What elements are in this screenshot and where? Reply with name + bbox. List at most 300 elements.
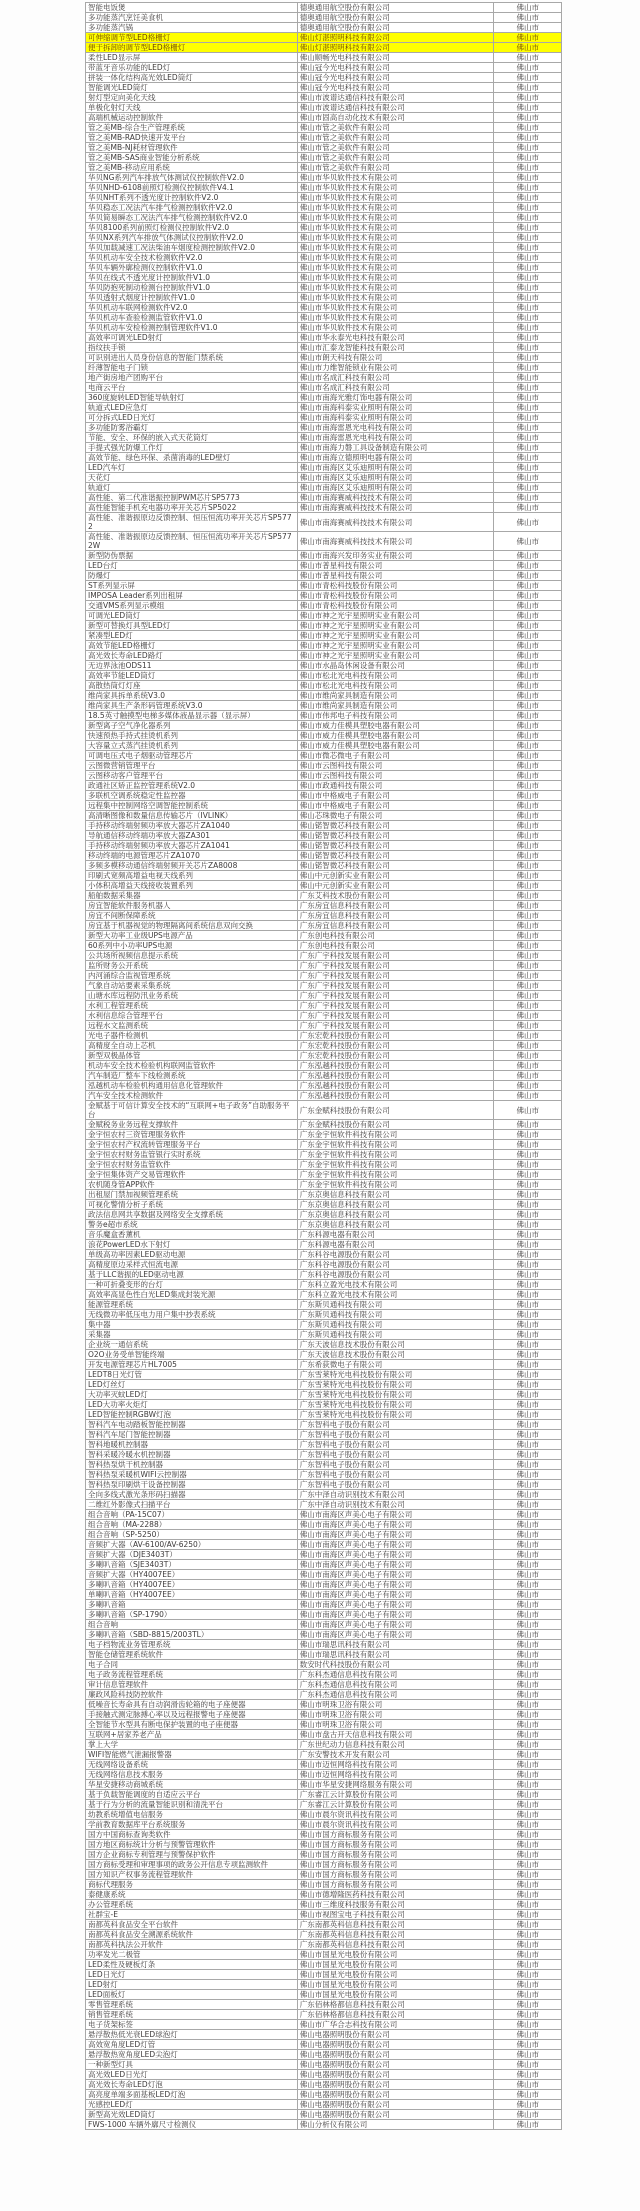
city-cell: 佛山市 xyxy=(494,901,562,911)
city-cell: 佛山市 xyxy=(494,691,562,701)
table-row xyxy=(86,2100,562,2110)
product-cell: 导航通信移动终端功率放大器ZA301 xyxy=(86,831,298,841)
company-cell: 广东科立盈光电技术有限公司 xyxy=(297,1280,494,1290)
table-row xyxy=(86,2090,562,2100)
city-cell: 佛山市 xyxy=(494,951,562,961)
company-cell: 佛山冠今光电科技有限公司 xyxy=(297,63,494,73)
product-cell: 带蓝牙音乐功能的LED灯 xyxy=(86,63,298,73)
city-cell: 佛山市 xyxy=(494,113,562,123)
company-cell: 广东智科电子股份有限公司 xyxy=(297,1440,494,1450)
city-cell: 佛山市 xyxy=(494,1170,562,1180)
table-row xyxy=(86,821,562,831)
city-cell: 佛山市 xyxy=(494,2060,562,2070)
table-row xyxy=(86,1400,562,1410)
city-cell: 佛山市 xyxy=(494,1550,562,1560)
table-row xyxy=(86,1160,562,1170)
table-row xyxy=(86,2020,562,2030)
company-cell: 广东广宇科技发展有限公司 xyxy=(297,951,494,961)
product-cell: 高效率高显色性白光LED集成封装光源 xyxy=(86,1290,298,1300)
product-cell: 电商云平台 xyxy=(86,383,298,393)
city-cell: 佛山市 xyxy=(494,233,562,243)
product-cell: 警务e超市系统 xyxy=(86,1220,298,1230)
city-cell: 佛山市 xyxy=(494,1780,562,1790)
table-row xyxy=(86,1840,562,1850)
company-cell: 佛山市管之美软件有限公司 xyxy=(297,143,494,153)
table-row xyxy=(86,1510,562,1520)
city-cell: 佛山市 xyxy=(494,253,562,263)
company-cell: 佛山市南海区声美心电子有限公司 xyxy=(297,1590,494,1600)
company-cell: 佛山市国星光电股份有限公司 xyxy=(297,1960,494,1970)
table-row xyxy=(86,1210,562,1220)
table-row xyxy=(86,1650,562,1660)
table-row xyxy=(86,1550,562,1560)
city-cell: 佛山市 xyxy=(494,2030,562,2040)
company-cell: 佛山分析仪有限公司 xyxy=(297,2120,494,2130)
product-cell: 采集器 xyxy=(86,1330,298,1340)
company-cell: 佛山市维尚家具制造有限公司 xyxy=(297,701,494,711)
company-cell: 佛山市明珠卫浴有限公司 xyxy=(297,1710,494,1720)
table-row xyxy=(86,1740,562,1750)
table-row xyxy=(86,1930,562,1940)
company-cell: 佛山市政通科技有限公司 xyxy=(297,781,494,791)
city-cell: 佛山市 xyxy=(494,771,562,781)
company-cell: 广东斯贝通科技有限公司 xyxy=(297,1310,494,1320)
table-row xyxy=(86,561,562,571)
company-cell: 广东斯贝通科技有限公司 xyxy=(297,1320,494,1330)
city-cell: 佛山市 xyxy=(494,1730,562,1740)
city-cell: 佛山市 xyxy=(494,1570,562,1580)
city-cell: 佛山市 xyxy=(494,1081,562,1091)
company-cell: 广东科谷电源股份有限公司 xyxy=(297,1250,494,1260)
product-cell: 音频扩大器（DJE3403T） xyxy=(86,1550,298,1560)
company-cell: 佛山市神之光宇星照明实业有限公司 xyxy=(297,611,494,621)
company-cell: 广东广宇科技发展有限公司 xyxy=(297,991,494,1001)
city-cell: 佛山市 xyxy=(494,53,562,63)
product-cell: 射灯型定向美化天线 xyxy=(86,93,298,103)
city-cell: 佛山市 xyxy=(494,293,562,303)
city-cell: 佛山市 xyxy=(494,1560,562,1570)
city-cell: 佛山市 xyxy=(494,861,562,871)
city-cell: 佛山市 xyxy=(494,1750,562,1760)
product-cell: 国方知识产权事务流程管理软件 xyxy=(86,1870,298,1880)
table-row xyxy=(86,363,562,373)
city-cell: 佛山市 xyxy=(494,871,562,881)
table-row xyxy=(86,781,562,791)
table-row xyxy=(86,801,562,811)
product-cell: 高效率节能LED筒灯 xyxy=(86,671,298,681)
product-cell: 水利工程管理系统 xyxy=(86,1001,298,1011)
table-row xyxy=(86,1081,562,1091)
product-cell: 华贝机动车安检检测控制管理软件V1.0 xyxy=(86,323,298,333)
product-cell: 一种新型灯具 xyxy=(86,2060,298,2070)
company-cell: 广东中泽自动识别技术有限公司 xyxy=(297,1500,494,1510)
city-cell: 佛山市 xyxy=(494,1660,562,1670)
company-cell: 广东科源电器有限公司 xyxy=(297,1230,494,1240)
table-row xyxy=(86,621,562,631)
table-row xyxy=(86,691,562,701)
product-cell: 高性能、第二代准谐振控制PWM芯片SP5773 xyxy=(86,493,298,503)
product-cell: 机动车安全技术检验机构联网监管软件 xyxy=(86,1061,298,1071)
table-row xyxy=(86,811,562,821)
table-row xyxy=(86,1890,562,1900)
city-cell: 佛山市 xyxy=(494,1250,562,1260)
city-cell: 佛山市 xyxy=(494,1870,562,1880)
table-row xyxy=(86,2120,562,2130)
table-row xyxy=(86,333,562,343)
product-cell: 地产街房地产团购平台 xyxy=(86,373,298,383)
city-cell: 佛山市 xyxy=(494,283,562,293)
product-cell: 可调电压式电子烟驱动管理芯片 xyxy=(86,751,298,761)
table-row xyxy=(86,1820,562,1830)
city-cell: 佛山市 xyxy=(494,393,562,403)
city-cell: 佛山市 xyxy=(494,1530,562,1540)
product-cell: 低噪音长寿命具有自动润滑齿轮箱的电子座便器 xyxy=(86,1700,298,1710)
city-cell: 佛山市 xyxy=(494,911,562,921)
table-row xyxy=(86,1140,562,1150)
city-cell: 佛山市 xyxy=(494,1021,562,1031)
company-cell: 佛山市华贝软件技术有限公司 xyxy=(297,283,494,293)
city-cell: 佛山市 xyxy=(494,1130,562,1140)
product-cell: 高光效LED日光灯 xyxy=(86,2070,298,2080)
city-cell: 佛山市 xyxy=(494,1610,562,1620)
product-cell: LED大功率火炬灯 xyxy=(86,1400,298,1410)
city-cell: 佛山市 xyxy=(494,1320,562,1330)
table-row xyxy=(86,2050,562,2060)
city-cell: 佛山市 xyxy=(494,1760,562,1770)
company-cell: 广东金宇恒软件科技有限公司 xyxy=(297,1150,494,1160)
company-cell: 佛山市南海区声美心电子有限公司 xyxy=(297,1530,494,1540)
table-row xyxy=(86,1800,562,1810)
table-row xyxy=(86,103,562,113)
city-cell: 佛山市 xyxy=(494,1001,562,1011)
table-row xyxy=(86,1570,562,1580)
product-cell: 组合音响（MA-2288） xyxy=(86,1520,298,1530)
product-cell: 智科热泵烘干机控制器 xyxy=(86,1460,298,1470)
product-cell: LEDT8日光灯管 xyxy=(86,1370,298,1380)
city-cell: 佛山市 xyxy=(494,701,562,711)
company-cell: 广东科杰通信息科技有限公司 xyxy=(297,1670,494,1680)
city-cell: 佛山市 xyxy=(494,353,562,363)
company-cell: 佛山市南海区声美心电子有限公司 xyxy=(297,1610,494,1620)
company-cell: 佛山锘智微芯科技有限公司 xyxy=(297,861,494,871)
product-cell: LED柔性及硬板灯条 xyxy=(86,1960,298,1970)
city-cell: 佛山市 xyxy=(494,1490,562,1500)
product-cell: 新型防伪票据 xyxy=(86,551,298,561)
company-cell: 广东天波信息技术股份有限公司 xyxy=(297,1350,494,1360)
table-row xyxy=(86,293,562,303)
company-cell: 广东睿江云计算股份有限公司 xyxy=(297,1790,494,1800)
city-cell: 佛山市 xyxy=(494,1140,562,1150)
city-cell: 佛山市 xyxy=(494,1340,562,1350)
company-cell: 广东斯贝通科技有限公司 xyxy=(297,1330,494,1340)
city-cell: 佛山市 xyxy=(494,453,562,463)
product-cell: 手提式强光防爆工作灯 xyxy=(86,443,298,453)
table-row xyxy=(86,1001,562,1011)
table-row xyxy=(86,473,562,483)
city-cell: 佛山市 xyxy=(494,1880,562,1890)
city-cell: 佛山市 xyxy=(494,921,562,931)
product-cell: 华贝机动车联网检测软件V2.0 xyxy=(86,303,298,313)
city-cell: 佛山市 xyxy=(494,413,562,423)
table-row xyxy=(86,2060,562,2070)
city-cell: 佛山市 xyxy=(494,631,562,641)
product-cell: 60系列中小功率UPS电源 xyxy=(86,941,298,951)
table-row xyxy=(86,283,562,293)
city-cell: 佛山市 xyxy=(494,403,562,413)
table-row xyxy=(86,1880,562,1890)
product-cell: 柔性LED显示屏 xyxy=(86,53,298,63)
company-cell: 佛山市普星科技有限公司 xyxy=(297,561,494,571)
product-cell: 管之美MB-RAD快速开发平台 xyxy=(86,133,298,143)
company-cell: 广东世纪动力信息科技有限公司 xyxy=(297,1740,494,1750)
company-cell: 广东南都英科信息科技有限公司 xyxy=(297,1920,494,1930)
company-cell: 德奥通用航空股份有限公司 xyxy=(297,3,494,13)
table-row xyxy=(86,721,562,731)
table-row xyxy=(86,73,562,83)
product-cell: 华贝简易瞬态工况法汽车排气检测控制软件V2.0 xyxy=(86,213,298,223)
city-cell: 佛山市 xyxy=(494,513,562,532)
product-cell: 可视化警情分析子系统 xyxy=(86,1200,298,1210)
company-cell: 广东南都英科信息科技有限公司 xyxy=(297,1940,494,1950)
company-cell: 佛山市伟邦电子科技有限公司 xyxy=(297,711,494,721)
city-cell: 佛山市 xyxy=(494,1770,562,1780)
city-cell: 佛山市 xyxy=(494,313,562,323)
product-cell: 公共场所视频信息提示系统 xyxy=(86,951,298,961)
product-cell: 天花灯 xyxy=(86,473,298,483)
product-cell: 组合音响 xyxy=(86,1620,298,1630)
city-cell: 佛山市 xyxy=(494,3,562,13)
company-cell: 佛山市松北光电科技有限公司 xyxy=(297,671,494,681)
company-cell: 佛山市华贝软件技术有限公司 xyxy=(297,303,494,313)
city-cell: 佛山市 xyxy=(494,711,562,721)
table-row xyxy=(86,1360,562,1370)
table-row xyxy=(86,1950,562,1960)
product-cell: 互联网+居家养老产品 xyxy=(86,1730,298,1740)
city-cell: 佛山市 xyxy=(494,1740,562,1750)
company-cell: 广东金宇恒软件科技有限公司 xyxy=(297,1180,494,1190)
city-cell: 佛山市 xyxy=(494,2020,562,2030)
table-row xyxy=(86,1530,562,1540)
product-cell: 小体积高增益天线接收装置系列 xyxy=(86,881,298,891)
company-cell: 广东睿江云计算股份有限公司 xyxy=(297,1800,494,1810)
table-row-highlighted xyxy=(86,33,562,43)
product-cell: 房宜基于机器视觉的物理隔离间系统信息双向交换 xyxy=(86,921,298,931)
product-cell: 单喇叭音箱（HY4007EE） xyxy=(86,1590,298,1600)
table-row xyxy=(86,1440,562,1450)
city-cell: 佛山市 xyxy=(494,1210,562,1220)
city-cell: 佛山市 xyxy=(494,143,562,153)
company-cell: 佛山市南海赛威科技技术有限公司 xyxy=(297,493,494,503)
table-row xyxy=(86,1940,562,1950)
city-cell: 佛山市 xyxy=(494,1091,562,1101)
city-cell: 佛山市 xyxy=(494,1150,562,1160)
city-cell: 佛山市 xyxy=(494,821,562,831)
table-row xyxy=(86,1750,562,1760)
city-cell: 佛山市 xyxy=(494,1440,562,1450)
table-row xyxy=(86,1670,562,1680)
city-cell: 佛山市 xyxy=(494,2000,562,2010)
product-cell: 无线网络信息技术服务 xyxy=(86,1770,298,1780)
city-cell: 佛山市 xyxy=(494,1580,562,1590)
table-row xyxy=(86,961,562,971)
company-cell: 佛山中元创新实业有限公司 xyxy=(297,881,494,891)
table-row xyxy=(86,881,562,891)
company-cell: 广东雪莱特光电科技股份有限公司 xyxy=(297,1410,494,1420)
table-row xyxy=(86,1680,562,1690)
city-cell: 佛山市 xyxy=(494,831,562,841)
company-cell: 佛山市松北光电科技有限公司 xyxy=(297,681,494,691)
company-cell: 佛山市国星光电股份有限公司 xyxy=(297,1980,494,1990)
company-cell: 佛山市云图科技有限公司 xyxy=(297,771,494,781)
table-row xyxy=(86,2110,562,2120)
product-cell: LED面板灯 xyxy=(86,1990,298,2000)
city-cell: 佛山市 xyxy=(494,123,562,133)
table-row xyxy=(86,433,562,443)
company-cell: 广东科源电器有限公司 xyxy=(297,1240,494,1250)
product-cell: 单极化射灯天线 xyxy=(86,103,298,113)
city-cell: 佛山市 xyxy=(494,383,562,393)
table-row xyxy=(86,453,562,463)
company-cell: 佛山市华贝软件技术有限公司 xyxy=(297,323,494,333)
city-cell: 佛山市 xyxy=(494,223,562,233)
company-cell: 佛山市国方商标服务有限公司 xyxy=(297,1860,494,1870)
product-cell: 汽车制造厂整车下线检测系统 xyxy=(86,1071,298,1081)
company-cell: 佛山市晨尔资讯科技有限公司 xyxy=(297,1810,494,1820)
product-cell: 新型可替换灯具型LED灯 xyxy=(86,621,298,631)
table-row xyxy=(86,153,562,163)
table-row xyxy=(86,1710,562,1720)
product-cell: 房宜不间断保障系统 xyxy=(86,911,298,921)
product-cell: 基于行为分析的流量智能识别和清洗平台 xyxy=(86,1800,298,1810)
company-cell: 佛山市三维度科技服务有限公司 xyxy=(297,1900,494,1910)
table-row xyxy=(86,901,562,911)
table-row xyxy=(86,1980,562,1990)
company-cell: 佛山市南海区声美心电子有限公司 xyxy=(297,1510,494,1520)
table-row xyxy=(86,273,562,283)
table-row xyxy=(86,1630,562,1640)
table-row xyxy=(86,1320,562,1330)
city-cell: 佛山市 xyxy=(494,493,562,503)
company-cell: 佛山市南海立德照明电器有限公司 xyxy=(297,453,494,463)
company-cell: 广东金赋科技股份有限公司 xyxy=(297,1101,494,1120)
company-cell: 广东金宇恒软件科技有限公司 xyxy=(297,1130,494,1140)
table-row xyxy=(86,123,562,133)
city-cell: 佛山市 xyxy=(494,1640,562,1650)
product-cell: 指纹扶手锁 xyxy=(86,343,298,353)
table-row xyxy=(86,163,562,173)
table-row xyxy=(86,1720,562,1730)
table-row xyxy=(86,1230,562,1240)
table-row xyxy=(86,1330,562,1340)
product-cell: 管之美MB-综合生产管理系统 xyxy=(86,123,298,133)
city-cell: 佛山市 xyxy=(494,1410,562,1420)
city-cell: 佛山市 xyxy=(494,73,562,83)
company-cell: 广东创电科技有限公司 xyxy=(297,931,494,941)
product-cell: 华贝NG系列汽车排放气体测试仪控制软件V2.0 xyxy=(86,173,298,183)
table-row xyxy=(86,1450,562,1460)
table-row xyxy=(86,941,562,951)
company-cell: 佛山市明珠卫浴有限公司 xyxy=(297,1700,494,1710)
city-cell: 佛山市 xyxy=(494,23,562,33)
company-cell: 佛山市云图科技有限公司 xyxy=(297,761,494,771)
table-row xyxy=(86,303,562,313)
table-row xyxy=(86,911,562,921)
city-cell: 佛山市 xyxy=(494,103,562,113)
city-cell: 佛山市 xyxy=(494,1920,562,1930)
table-row xyxy=(86,1071,562,1081)
company-cell: 广东科杰通信息科技有限公司 xyxy=(297,1680,494,1690)
product-cell: 多喇叭音箱（SBD-8815/2003TL） xyxy=(86,1630,298,1640)
product-cell: 零售管理系统 xyxy=(86,2000,298,2010)
company-cell: 佛山市国方商标服务有限公司 xyxy=(297,1830,494,1840)
city-cell: 佛山市 xyxy=(494,2090,562,2100)
company-cell: 广东金宇恒软件科技有限公司 xyxy=(297,1170,494,1180)
table-row xyxy=(86,931,562,941)
company-cell: 佛山市华永泰光电科技有限公司 xyxy=(297,333,494,343)
table-row xyxy=(86,1130,562,1140)
table-row xyxy=(86,1860,562,1870)
company-cell: 广东智科电子股份有限公司 xyxy=(297,1450,494,1460)
table-row xyxy=(86,1810,562,1820)
product-cell: 学前教育数据库平台系统服务 xyxy=(86,1820,298,1830)
company-cell: 广东安警技术开发有限公司 xyxy=(297,1750,494,1760)
product-cell: 智能电饭煲 xyxy=(86,3,298,13)
product-cell: 金宇恒农村财务监管银行实时系统 xyxy=(86,1150,298,1160)
table-row xyxy=(86,1011,562,1021)
product-cell: 廉政风险科技防控软件 xyxy=(86,1690,298,1700)
table-row xyxy=(86,601,562,611)
company-cell: 佛山市管之美软件有限公司 xyxy=(297,133,494,143)
city-cell: 佛山市 xyxy=(494,751,562,761)
product-list-table xyxy=(85,2,562,2130)
table-row xyxy=(86,233,562,243)
city-cell: 佛山市 xyxy=(494,503,562,513)
company-cell: 佛山中元创新实业有限公司 xyxy=(297,871,494,881)
company-cell: 佛山市中格威电子有限公司 xyxy=(297,791,494,801)
city-cell: 佛山市 xyxy=(494,1280,562,1290)
product-cell: 悬浮散热低光衰LED球泡灯 xyxy=(86,2030,298,2040)
table-row xyxy=(86,1700,562,1710)
product-cell: 悬浮散热宽角度LED尖泡灯 xyxy=(86,2050,298,2060)
product-cell: 华贝透射式烟度计控制软件V1.0 xyxy=(86,293,298,303)
company-cell: 德奥通用航空股份有限公司 xyxy=(297,23,494,33)
city-cell: 佛山市 xyxy=(494,1540,562,1550)
table-row xyxy=(86,1480,562,1490)
product-cell: 高效率可调光LED射灯 xyxy=(86,333,298,343)
table-row xyxy=(86,1220,562,1230)
city-cell: 佛山市 xyxy=(494,1710,562,1720)
city-cell: 佛山市 xyxy=(494,1590,562,1600)
city-cell: 佛山市 xyxy=(494,1950,562,1960)
product-cell: 华贝NX系列汽车排放气体测试仪控制软件V2.0 xyxy=(86,233,298,243)
product-cell: 移动终端的电源管理芯片ZA1070 xyxy=(86,851,298,861)
product-cell: 华贝在线式不透光度计控制软件V1.0 xyxy=(86,273,298,283)
city-cell: 佛山市 xyxy=(494,173,562,183)
company-cell: 广东智科电子股份有限公司 xyxy=(297,1420,494,1430)
company-cell: 广东宏乾科技股份有限公司 xyxy=(297,1051,494,1061)
city-cell: 佛山市 xyxy=(494,1600,562,1610)
product-cell: 政通社区矫正监控管理系统V2.0 xyxy=(86,781,298,791)
product-cell: 金宇恒集体资产交易管理软件 xyxy=(86,1170,298,1180)
table-row xyxy=(86,851,562,861)
company-cell: 佛山锘智微芯科技有限公司 xyxy=(297,821,494,831)
city-cell: 佛山市 xyxy=(494,33,562,43)
company-cell: 广东科杰通信息科技有限公司 xyxy=(297,1690,494,1700)
company-cell: 广东京奥信息科技有限公司 xyxy=(297,1190,494,1200)
city-cell: 佛山市 xyxy=(494,961,562,971)
city-cell: 佛山市 xyxy=(494,661,562,671)
product-cell: 节能、安全、环保的嵌入式天花筒灯 xyxy=(86,433,298,443)
